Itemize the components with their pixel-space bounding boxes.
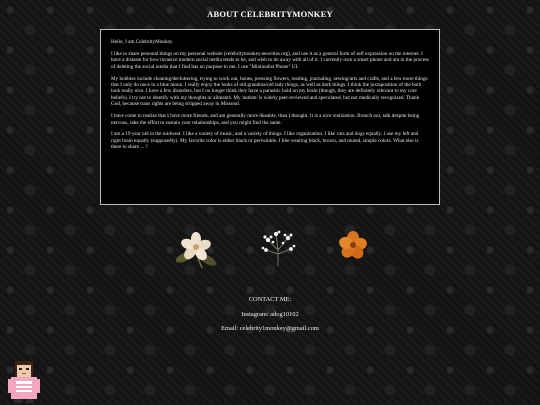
about-paragraph: I have come to realize that I have more friends, and am generally more likeable, than I thought. It is a nice realization. Branch out, talk despite being nervous, take the effort to sustain your relationships, and you might find the same. bbox=[111, 113, 420, 126]
about-paragraph: Hello, I am CelebrityMonkey. bbox=[111, 39, 174, 45]
contact-email: Email: celebrity1monkey@gmail.com bbox=[221, 325, 319, 332]
page-title: ABOUT CELEBRITYMONKEY bbox=[207, 9, 333, 19]
flower-decorations bbox=[0, 228, 540, 272]
about-paragraph: My hobbies include cleaning/decluttering, trying to work out, bones, pressing flowers, reading, journaling, sewing/arts and crafts, and a few more things that I only do once in a blue moon. I really enjoy the looks of old grandma/old lady things, as well as dark things. I think the juxtaposition of the both look really nice. I have a few disorders, but I no longer think they have a parasitic hold on my brain (though, they are definitely relevant to my core beliefs). I try not to identify with my thoughts or ailments. My 'autism' is widely peer-reviewed and speculated, but not medically recognized. Thank God, because trans rights are being stripped away in Missouri. bbox=[111, 75, 428, 108]
pressed-white-flower-icon bbox=[172, 230, 220, 270]
babys-breath-icon bbox=[258, 228, 298, 268]
about-paragraph: I like to share personal things on my personal website (celebritymonkey.neocities.org), and use it as a general form of self expression on the internet. I have a distaste for how invasive modern social media tends to be, and wish to do away with all of it. I currently own a smart phone and am in the process of deleting the social media that I find has no purpose to me. I use "Minimalist Phone" UI. bbox=[111, 50, 429, 70]
about-paragraph: I am a 19 year old in the midwest. I like a variety of music, and a variety of things. I like organization. I like cats and dogs equally. I use my left and right brain equally (supposedly). My favorite color is either black or periwinkle. I like wearing black, brown, and muted, simple colors. What else is there to share ... ? bbox=[111, 131, 419, 151]
about-panel bbox=[100, 29, 440, 205]
pixel-avatar-icon bbox=[4, 359, 44, 403]
contact-instagram: Instagram: adog10102 bbox=[241, 311, 299, 318]
contact-heading: CONTACT ME: bbox=[248, 296, 292, 303]
orange-pressed-flower-icon bbox=[336, 230, 370, 262]
